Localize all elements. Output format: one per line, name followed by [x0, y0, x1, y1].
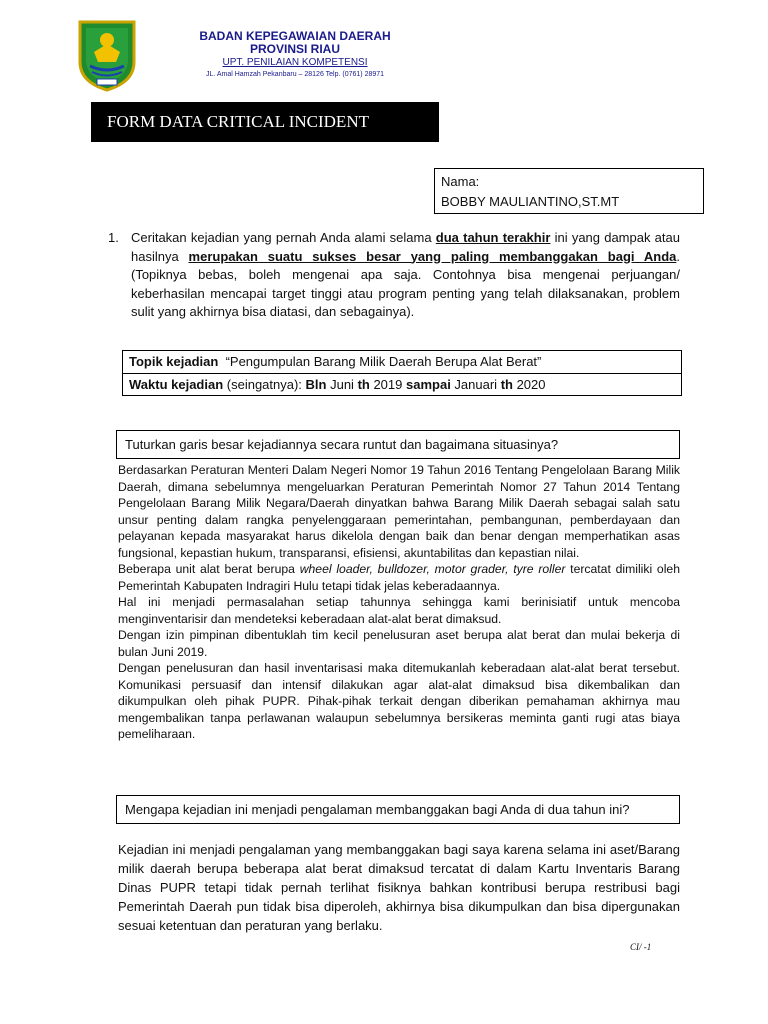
time-label: Waktu kejadian [129, 377, 224, 392]
q1-emphasis: dua tahun terakhir [435, 230, 551, 245]
topic-row [123, 351, 681, 373]
answer-paragraph: Dengan izin pimpinan dibentuklah tim kecil penelusuran aset berupa alat berat dan mulai bekerja di bulan Juni 2019. [118, 628, 680, 659]
q1-text-part: Ceritakan kejadian yang pernah Anda alami selama [131, 230, 436, 245]
letterhead [180, 30, 410, 80]
org-unit: UPT. PENILAIAN KOMPETENSI [222, 57, 368, 68]
year-label: th [500, 377, 513, 392]
end-year: 2020 [512, 377, 546, 392]
question-1 [108, 229, 680, 322]
org-name: BADAN KEPEGAWAIAN DAERAH [199, 29, 391, 43]
answer-paragraph: Hal ini menjadi permasalahan setiap tahunnya sehingga kami berinisiatif untuk mencoba menginventarisir dan mendeteksi keberadaan alat-alat berat dimaksud. [118, 595, 680, 626]
answer-2 [118, 462, 680, 743]
answer-3: Kejadian ini menjadi pengalaman yang membanggakan bagi saya karena selama ini aset/Barang milik daerah berupa beberapa alat berat dimaksud tercatat di dalam Kartu Inventaris Barang Dinas PUPR tetapi tidak pernah terlihat fisiknya bahkan kontribusi berupa restribusi bagi Pemerintah Daerah pun tidak bisa diperoleh, akhirnya bisa dikumpulkan dan bisa dipergunakan sesuai ketentuan dan peraturan yang berlaku. [118, 842, 680, 933]
q1-text-part: ini yang dampak atau hasilnya [131, 230, 680, 264]
topic-value: “Pengumpulan Barang Milik Daerah Berupa Alat Berat” [225, 354, 542, 369]
q1-text-part: . (Topiknya bebas, boleh mengenai apa saja. Contohnya bisa mengenai perjuangan/ keberhasilan mencapai target tinggi atau program penting yang telah dilaksanakan, problem sulit yang akhirnya bisa diatasi, dan sebagainya). [131, 248, 681, 319]
year-label: th [357, 377, 370, 392]
answer-text-part: tercatat dimiliki oleh Pemerintah Kabupaten Indragiri Hulu tetapi tidak jelas keberadaannya. [118, 562, 680, 593]
until-label: sampai [406, 377, 451, 392]
question-1-text [131, 229, 680, 322]
topic-label: Topik kejadian [129, 354, 219, 369]
name-box [434, 168, 704, 214]
riau-emblem-icon [76, 18, 138, 92]
month-label: Bln [305, 377, 327, 392]
topic-box [122, 350, 682, 396]
answer-paragraph [118, 561, 680, 594]
question-number: 1. [108, 230, 119, 245]
name-value: BOBBY MAULIANTINO,ST.MT [441, 194, 620, 209]
answer-paragraph: Dengan penelusuran dan hasil inventarisasi maka ditemukanlah keberadaan alat-alat berat tersebut. Komunikasi persuasif dan intensif dilakukan agar alat-alat dimaksud bisa dikembalikan dan dikumpulkan oleh pihak PUPR. Pihak-pihak terkait dengan diberikan pemahaman akhirnya mau mengembalikan tanpa perlawanan walaupun sebelumnya bersikeras meminta ganti rugi atas biaya pemeliharaan. [118, 661, 680, 741]
start-month: Juni [326, 377, 358, 392]
page-footer-code: CI/ -1 [630, 942, 652, 952]
q1-emphasis: merupakan suatu sukses besar yang paling membanggakan bagi Anda [188, 248, 677, 264]
question-3-box: Mengapa kejadian ini menjadi pengalaman membanggakan bagi Anda di dua tahun ini? [116, 795, 680, 824]
time-hint: (seingatnya): [223, 377, 306, 392]
start-year: 2019 [369, 377, 406, 392]
name-label: Nama: [441, 174, 480, 189]
answer-paragraph: Berdasarkan Peraturan Menteri Dalam Negeri Nomor 19 Tahun 2016 Tentang Pengelolaan Barang Milik Daerah, dimana sebelumnya mengeluarkan Peraturan Pemerintah Nomor 27 Tahun 2014 Tentang Pengelolaan Barang Milik Negara/Daerah dinyatkan bahwa Barang Milik Daerah sebagai salah satu unsur penting dalam rangka penyelenggaraan pemerintahan, pembangunan, pemberdayaan dan pelayanan kepada masyarakat harus dikelola dengan baik dan benar dengan memperhatikan asas fungsional, kepastian hukum, transparansi, efisiensi, akuntabilitas dan kepastian nilai. [118, 463, 680, 560]
time-row [123, 373, 681, 396]
answer-text-part: Beberapa unit alat berat berupa [118, 562, 300, 576]
org-address: JL. Amal Hamzah Pekanbaru – 28126 Telp. (0761) 28971 [205, 71, 385, 78]
form-title: FORM DATA CRITICAL INCIDENT [91, 102, 439, 142]
end-month: Januari [450, 377, 501, 392]
org-province: PROVINSI RIAU [249, 42, 340, 56]
question-2-box: Tuturkan garis besar kejadiannya secara runtut dan bagaimana situasinya? [116, 430, 680, 459]
equipment-list: wheel loader, bulldozer, motor grader, tyre roller [299, 562, 566, 576]
